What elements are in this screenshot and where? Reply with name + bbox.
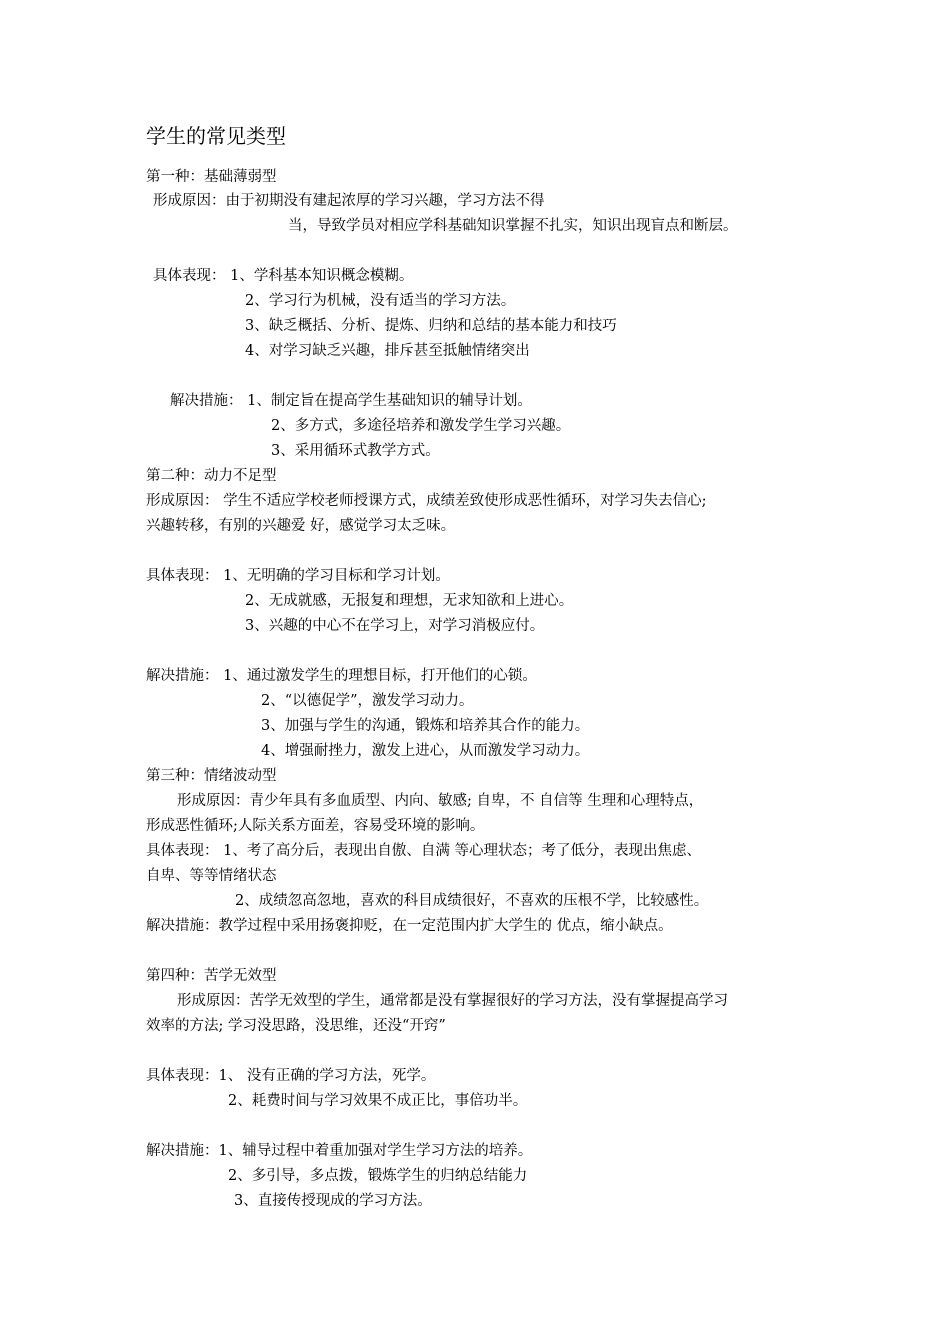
text-line: 形成恶性循环;人际关系方面差，容易受环境的影响。 [146,818,485,834]
text-line: 兴趣转移，有别的兴趣爱 好，感觉学习太乏味。 [146,518,456,534]
list-item: 2、成绩忽高忽地，喜欢的科目成绩很好，不喜欢的压根不学，比较感性。 [235,893,709,909]
list-item: 3、兴趣的中心不在学习上，对学习消极应付。 [245,618,545,634]
text-line: 解决措施： 1、制定旨在提高学生基础知识的辅导计划。 [170,393,532,409]
list-item: 3、直接传授现成的学习方法。 [234,1193,432,1209]
text-line: 解决措施：1、辅导过程中着重加强对学生学习方法的培养。 [146,1143,533,1159]
text-line: 当，导致学员对相应学科基础知识掌握不扎实，知识出现盲点和断层。 [288,218,738,234]
section-heading: 第四种：苦学无效型 [146,968,277,984]
page-title: 学生的常见类型 [146,124,286,148]
text-line: 具体表现： 1、学科基本知识概念模糊。 [153,268,414,284]
text-line: 具体表现： 1、考了高分后，表现出自傲、自满 等心理状态；考了低分，表现出焦虑、 [146,843,701,859]
text-line: 具体表现： 1、无明确的学习目标和学习计划。 [146,568,450,584]
list-item: 2、耗费时间与学习效果不成正比，事倍功半。 [228,1093,528,1109]
text-line: 形成原因：苦学无效型的学生，通常都是没有掌握很好的学习方法，没有掌握提高学习 [177,993,728,1009]
list-item: 2、学习行为机械，没有适当的学习方法。 [245,293,516,309]
text-line: 自卑、等等情绪状态 [146,868,277,884]
text-line: 解决措施： 1、通过激发学生的理想目标，打开他们的心锁。 [146,668,537,684]
text-line: 解决措施：教学过程中采用扬褒抑贬，在一定范围内扩大学生的 优点，缩小缺点。 [146,918,673,934]
list-item: 2、无成就感，无报复和理想，无求知欲和上进心。 [245,593,574,609]
text-line: 效率的方法; 学习没思路，没思维，还没“开窍” [146,1018,446,1034]
list-item: 4、增强耐挫力，激发上进心，从而激发学习动力。 [261,743,590,759]
text-line: 形成原因： 学生不适应学校老师授课方式，成绩差致使形成恶性循环，对学习失去信心; [146,493,707,509]
section-heading: 第一种：基础薄弱型 [146,169,277,185]
list-item: 3、缺乏概括、分析、提炼、归纳和总结的基本能力和技巧 [245,318,617,334]
list-item: 2、“以德促学”，激发学习动力。 [261,693,474,709]
text-line: 形成原因：青少年具有多血质型、内向、敏感; 自卑，不 自信等 生理和心理特点， [177,793,704,809]
list-item: 3、采用循环式教学方式。 [271,443,440,459]
section-heading: 第二种：动力不足型 [146,468,277,484]
list-item: 2、多引导，多点拨，锻炼学生的归纳总结能力 [228,1168,528,1184]
text-line: 具体表现：1、 没有正确的学习方法，死学。 [146,1068,436,1084]
section-heading: 第三种：情绪波动型 [146,768,277,784]
text-line: 形成原因：由于初期没有建起浓厚的学习兴趣，学习方法不得 [153,193,545,209]
list-item: 4、对学习缺乏兴趣，排斥甚至抵触情绪突出 [245,343,530,359]
list-item: 3、加强与学生的沟通，锻炼和培养其合作的能力。 [261,718,590,734]
list-item: 2、多方式，多途径培养和激发学生学习兴趣。 [271,418,571,434]
